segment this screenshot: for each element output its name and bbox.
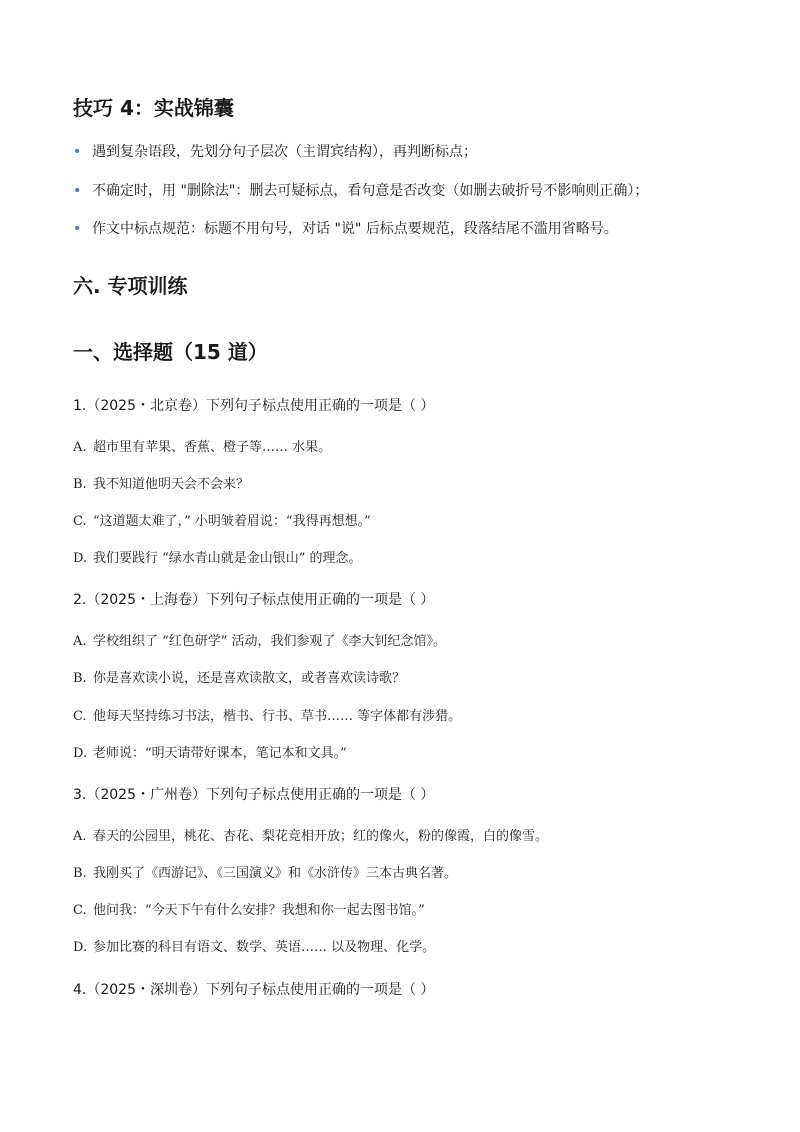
- option-label: A.: [73, 829, 87, 844]
- option-text: 我不知道他明天会不会来？: [93, 477, 250, 492]
- question-2-option-a: [73, 633, 446, 651]
- tip4-bullet-text: 不确定时，用 "删除法"：删去可疑标点，看句意是否改变（如删去破折号不影响则正确）；: [92, 183, 649, 199]
- option-label: D.: [73, 746, 88, 761]
- option-text: 你是喜欢读小说，还是喜欢读散文，或者喜欢读诗歌？: [93, 671, 406, 686]
- bullet-dot-icon: •: [73, 183, 82, 199]
- option-text: 我们要践行 “绿水青山就是金山银山” 的理念。: [93, 551, 362, 566]
- question-1-option-d: [73, 550, 362, 568]
- question-3-stem: 3.（2025・广州卷）下列句子标点使用正确的一项是（ ）: [73, 787, 435, 803]
- option-text: “这道题太难了，” 小明皱着眉说：“我得再想想。”: [93, 514, 371, 529]
- question-4-stem: 4.（2025・深圳卷）下列句子标点使用正确的一项是（ ）: [73, 982, 435, 998]
- question-3-option-d: [73, 939, 435, 957]
- question-2-option-c: [73, 708, 461, 726]
- option-text: 他每天坚持练习书法，楷书、行书、草书…… 等字体都有涉猎。: [93, 709, 462, 724]
- question-2-option-b: [73, 670, 405, 688]
- option-text: 老师说：“明天请带好课本，笔记本和文具。”: [93, 746, 347, 761]
- option-text: 参加比赛的科目有语文、数学、英语…… 以及物理、化学。: [93, 940, 436, 955]
- option-label: C.: [73, 709, 87, 724]
- question-3-option-c: [73, 902, 425, 920]
- question-1-option-b: [73, 476, 249, 494]
- option-label: A.: [73, 634, 87, 649]
- option-text: 他问我：“今天下午有什么安排？我想和你一起去图书馆。”: [93, 903, 425, 918]
- tip4-bullet-text: 作文中标点规范：标题不用句号，对话 "说" 后标点要规范，段落结尾不滥用省略号。: [92, 221, 618, 237]
- question-2-option-d: [73, 745, 347, 763]
- option-label: D.: [73, 551, 88, 566]
- question-1-option-c: [73, 513, 371, 531]
- option-label: A.: [73, 440, 87, 455]
- tip4-bullet-text: 遇到复杂语段，先划分句子层次（主谓宾结构），再判断标点；: [92, 144, 477, 160]
- option-text: 学校组织了 “红色研学” 活动，我们参观了《李大钊纪念馆》。: [93, 634, 447, 649]
- tip4-heading: 技巧 4：实战锦囊: [73, 96, 234, 120]
- bullet-dot-icon: •: [73, 144, 82, 160]
- section6-heading: 六. 专项训练: [73, 274, 188, 298]
- option-text: 春天的公园里，桃花、杏花、梨花竞相开放；红的像火，粉的像霞，白的像雪。: [93, 829, 549, 844]
- question-3-option-a: [73, 828, 548, 846]
- option-label: C.: [73, 903, 87, 918]
- option-label: C.: [73, 514, 87, 529]
- question-3-option-b: [73, 865, 457, 883]
- option-label: D.: [73, 940, 88, 955]
- option-label: B.: [73, 477, 87, 492]
- option-text: 超市里有苹果、香蕉、橙子等…… 水果。: [93, 440, 332, 455]
- option-label: B.: [73, 866, 87, 881]
- option-label: B.: [73, 671, 87, 686]
- option-text: 我刚买了《西游记》、《三国演义》和《水浒传》三本古典名著。: [93, 866, 458, 881]
- question-1-option-a: [73, 439, 331, 457]
- part1-heading: 一、选择题（15 道）: [73, 340, 268, 364]
- question-2-stem: 2.（2025・上海卷）下列句子标点使用正确的一项是（ ）: [73, 592, 435, 608]
- bullet-dot-icon: •: [73, 221, 82, 237]
- question-1-stem: 1.（2025・北京卷）下列句子标点使用正确的一项是（ ）: [73, 398, 435, 414]
